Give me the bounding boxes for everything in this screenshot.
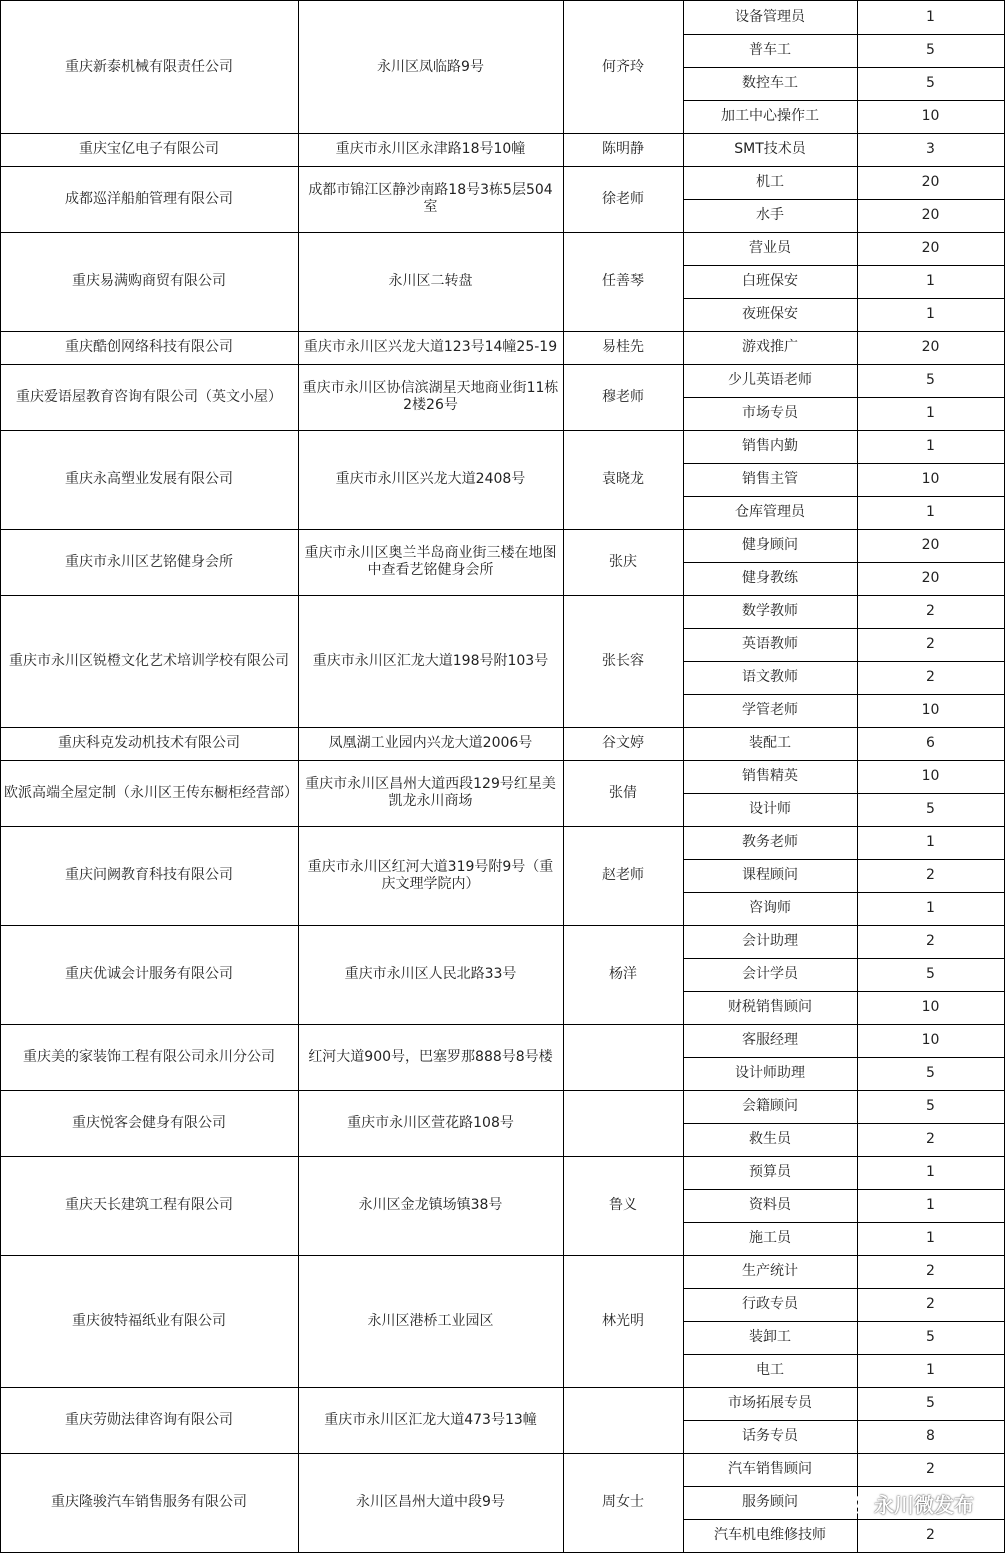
contact-person: 易桂先 <box>602 339 644 355</box>
position-title: 销售主管 <box>742 471 798 487</box>
company-address: 永川区港桥工业园区 <box>367 1312 494 1329</box>
company-address: 重庆市永川区永津路18号10幢 <box>335 141 526 157</box>
grid-line <box>857 0 858 1553</box>
grid-line <box>683 298 1004 299</box>
grid-line <box>683 1189 1004 1190</box>
position-title: 电工 <box>756 1362 784 1378</box>
wechat-bubble-icon <box>838 1493 868 1515</box>
company-name: 成都巡洋船舶管理有限公司 <box>65 190 233 207</box>
position-title: 数控车工 <box>742 75 798 91</box>
contact-person: 徐老师 <box>602 190 644 207</box>
position-count: 2 <box>926 1296 935 1312</box>
grid-line <box>683 1057 1004 1058</box>
position-title: 市场拓展专员 <box>728 1395 812 1411</box>
position-count: 10 <box>921 108 940 124</box>
company-address: 成都市锦江区静沙南路18号3栋5层504室 <box>308 182 553 215</box>
company-name: 重庆劳勋法律咨询有限公司 <box>65 1411 233 1428</box>
position-count: 10 <box>921 768 940 784</box>
company-name: 重庆彼特福纸业有限公司 <box>72 1312 226 1329</box>
position-count: 20 <box>921 537 940 553</box>
position-count: 1 <box>926 900 935 916</box>
position-title: 游戏推广 <box>742 339 798 355</box>
position-count: 10 <box>921 999 940 1015</box>
position-count: 1 <box>926 834 935 850</box>
contact-person: 袁晓龙 <box>602 471 644 487</box>
position-count: 5 <box>926 801 935 817</box>
position-count: 2 <box>926 636 935 652</box>
position-title: 服务顾问 <box>742 1494 798 1510</box>
position-count: 20 <box>921 240 940 256</box>
position-count: 20 <box>921 570 940 586</box>
position-count: 20 <box>921 174 940 190</box>
company-name: 重庆市永川区锐橙文化艺术培训学校有限公司 <box>9 652 289 669</box>
position-count: 5 <box>926 1098 935 1114</box>
grid-line <box>563 0 564 1553</box>
company-address: 永川区二转盘 <box>388 273 473 289</box>
company-name: 重庆易满购商贸有限公司 <box>72 273 226 289</box>
position-title: 英语教师 <box>742 636 798 652</box>
position-title: 装卸工 <box>749 1329 791 1345</box>
watermark <box>838 1489 974 1518</box>
position-title: 营业员 <box>749 240 791 256</box>
position-title: 机工 <box>756 174 784 190</box>
position-title: SMT技术员 <box>734 141 806 157</box>
company-name: 重庆爱语屋教育咨询有限公司（英文小屋） <box>16 388 282 405</box>
position-count: 2 <box>926 867 935 883</box>
position-count: 2 <box>926 669 935 685</box>
grid-line <box>683 1321 1004 1322</box>
grid-line <box>683 958 1004 959</box>
contact-person: 任善琴 <box>602 273 644 289</box>
contact-person: 林光明 <box>602 1312 644 1329</box>
position-title: 健身顾问 <box>742 537 798 553</box>
grid-line <box>683 100 1004 101</box>
grid-line <box>683 892 1004 893</box>
position-count: 2 <box>926 1263 935 1279</box>
company-name: 重庆隆骏汽车销售服务有限公司 <box>51 1494 247 1510</box>
contact-person: 张长容 <box>602 652 644 669</box>
position-title: 话务专员 <box>742 1428 798 1444</box>
contact-person: 张倩 <box>609 784 637 801</box>
position-count: 20 <box>921 207 940 223</box>
grid-line <box>683 562 1004 563</box>
position-count: 1 <box>926 504 935 520</box>
position-count: 1 <box>926 1230 935 1246</box>
grid-line <box>683 793 1004 794</box>
contact-person: 赵老师 <box>602 867 644 883</box>
company-address: 永川区金龙镇场镇38号 <box>358 1197 503 1213</box>
grid-line <box>683 496 1004 497</box>
contact-person <box>563 1387 683 1453</box>
company-address: 重庆市永川区协信滨湖星天地商业街11栋2楼26号 <box>302 380 559 413</box>
position-title: 汽车销售顾问 <box>728 1461 812 1477</box>
company-address: 重庆市永川区人民北路33号 <box>344 966 517 982</box>
grid-line <box>683 661 1004 662</box>
position-title: 销售精英 <box>742 768 798 784</box>
position-count: 1 <box>926 9 935 25</box>
position-title: 少儿英语老师 <box>728 372 812 388</box>
position-count: 5 <box>926 372 935 388</box>
position-title: 普车工 <box>749 42 791 58</box>
position-count: 1 <box>926 438 935 454</box>
company-name: 重庆永高塑业发展有限公司 <box>65 471 233 487</box>
position-title: 会计学员 <box>742 966 798 982</box>
position-title: 会计助理 <box>742 933 798 949</box>
position-count: 1 <box>926 273 935 289</box>
position-title: 设计师 <box>749 801 791 817</box>
position-title: 预算员 <box>749 1164 791 1180</box>
position-count: 1 <box>926 306 935 322</box>
grid-line <box>683 463 1004 464</box>
company-name: 重庆美的家装饰工程有限公司永川分公司 <box>23 1048 275 1065</box>
grid-line <box>1004 0 1005 1553</box>
position-title: 教务老师 <box>742 834 798 850</box>
position-title: 数学教师 <box>742 603 798 619</box>
grid-line <box>683 859 1004 860</box>
position-count: 5 <box>926 966 935 982</box>
position-title: 行政专员 <box>742 1296 798 1312</box>
company-name: 重庆优诚会计服务有限公司 <box>65 966 233 982</box>
grid-line <box>683 694 1004 695</box>
position-count: 2 <box>926 1461 935 1477</box>
position-count: 5 <box>926 75 935 91</box>
company-address: 凤凰湖工业园内兴龙大道2006号 <box>328 735 533 751</box>
company-name: 欧派高端全屋定制（永川区王传东橱柜经营部） <box>4 784 298 801</box>
company-address: 重庆市永川区汇龙大道473号13幢 <box>324 1411 537 1428</box>
position-count: 2 <box>926 933 935 949</box>
position-title: 生产统计 <box>742 1263 798 1279</box>
position-title: 仓库管理员 <box>735 504 805 520</box>
contact-person <box>563 1090 683 1156</box>
position-title: 销售内勤 <box>742 438 798 454</box>
company-address: 重庆市永川区昌州大道西段129号红星美凯龙永川商场 <box>305 776 556 809</box>
position-title: 水手 <box>756 207 784 223</box>
contact-person: 杨洋 <box>609 966 637 982</box>
company-name: 重庆新泰机械有限责任公司 <box>65 58 233 75</box>
company-address: 重庆市永川区红河大道319号附9号（重庆文理学院内） <box>307 858 554 892</box>
position-count: 10 <box>921 1032 940 1048</box>
position-count: 20 <box>921 339 940 355</box>
position-title: 装配工 <box>749 735 791 751</box>
company-address: 重庆市永川区奥兰半岛商业街三楼在地图中查看艺铭健身会所 <box>304 545 557 578</box>
position-title: 加工中心操作工 <box>721 108 819 124</box>
position-title: 市场专员 <box>742 405 798 421</box>
company-name: 重庆悦客会健身有限公司 <box>72 1114 226 1131</box>
company-address: 重庆市永川区兴龙大道2408号 <box>335 471 526 487</box>
contact-person: 谷文婷 <box>602 735 644 751</box>
position-count: 10 <box>921 471 940 487</box>
grid-line <box>683 1123 1004 1124</box>
position-count: 5 <box>926 42 935 58</box>
contact-person: 何齐玲 <box>602 58 644 75</box>
position-title: 汽车机电维修技师 <box>714 1527 826 1543</box>
position-title: 夜班保安 <box>742 306 798 322</box>
company-address: 永川区昌州大道中段9号 <box>356 1494 505 1510</box>
company-address: 红河大道900号，巴塞罗那888号8号楼 <box>308 1048 553 1065</box>
grid-line <box>0 0 1 1553</box>
position-title: 施工员 <box>749 1230 791 1246</box>
position-title: 财税销售顾问 <box>728 999 812 1015</box>
grid-line <box>683 67 1004 68</box>
grid-line <box>683 1486 1004 1487</box>
grid-line <box>683 991 1004 992</box>
grid-line <box>683 34 1004 35</box>
position-title: 语文教师 <box>742 669 798 685</box>
company-name: 重庆问阙教育科技有限公司 <box>65 867 233 883</box>
grid-line <box>683 1354 1004 1355</box>
contact-person: 张庆 <box>609 553 637 570</box>
grid-line <box>683 397 1004 398</box>
position-count: 10 <box>921 702 940 718</box>
position-count: 5 <box>926 1065 935 1081</box>
position-count: 2 <box>926 603 935 619</box>
grid-line <box>683 265 1004 266</box>
company-name: 重庆酷创网络科技有限公司 <box>65 339 233 355</box>
position-title: 救生员 <box>749 1131 791 1147</box>
grid-line <box>683 1420 1004 1421</box>
position-title: 健身教练 <box>742 570 798 586</box>
position-title: 白班保安 <box>742 273 798 289</box>
grid-line <box>683 1222 1004 1223</box>
position-count: 5 <box>926 1329 935 1345</box>
position-count: 1 <box>926 1197 935 1213</box>
grid-line <box>683 0 684 1553</box>
position-title: 设计师助理 <box>735 1065 805 1081</box>
position-title: 学管老师 <box>742 702 798 718</box>
company-name: 重庆市永川区艺铭健身会所 <box>65 553 233 570</box>
position-count: 8 <box>926 1428 935 1444</box>
position-title: 会籍顾问 <box>742 1098 798 1114</box>
position-count: 2 <box>926 1131 935 1147</box>
position-title: 客服经理 <box>742 1032 798 1048</box>
position-count: 1 <box>926 1164 935 1180</box>
company-address: 重庆市永川区萱花路108号 <box>347 1114 514 1131</box>
company-address: 永川区凤临路9号 <box>377 58 484 75</box>
grid-line <box>683 1288 1004 1289</box>
grid-line <box>683 199 1004 200</box>
company-name: 重庆宝亿电子有限公司 <box>79 141 219 157</box>
grid-line <box>298 0 299 1553</box>
contact-person <box>563 1024 683 1090</box>
position-title: 咨询师 <box>749 900 791 916</box>
position-title: 课程顾问 <box>742 867 798 883</box>
position-title: 设备管理员 <box>735 9 805 25</box>
contact-person: 鲁义 <box>609 1197 637 1213</box>
position-count: 1 <box>926 1362 935 1378</box>
company-name: 重庆天长建筑工程有限公司 <box>65 1197 233 1213</box>
grid-line <box>683 628 1004 629</box>
position-count: 2 <box>926 1527 935 1543</box>
position-count: 5 <box>926 1395 935 1411</box>
company-name: 重庆科克发动机技术有限公司 <box>58 735 240 751</box>
company-address: 重庆市永川区汇龙大道198号附103号 <box>312 652 549 669</box>
contact-person: 穆老师 <box>602 388 644 405</box>
position-title: 资料员 <box>749 1197 791 1213</box>
position-count: 3 <box>926 141 935 157</box>
position-count: 6 <box>926 735 935 751</box>
contact-person: 陈明静 <box>602 141 644 157</box>
grid-line <box>683 1519 1004 1520</box>
contact-person: 周女士 <box>602 1494 644 1510</box>
watermark-text: 永川微发布 <box>874 1493 974 1517</box>
company-address: 重庆市永川区兴龙大道123号14幢25-19 <box>303 339 558 355</box>
position-count: 1 <box>926 405 935 421</box>
